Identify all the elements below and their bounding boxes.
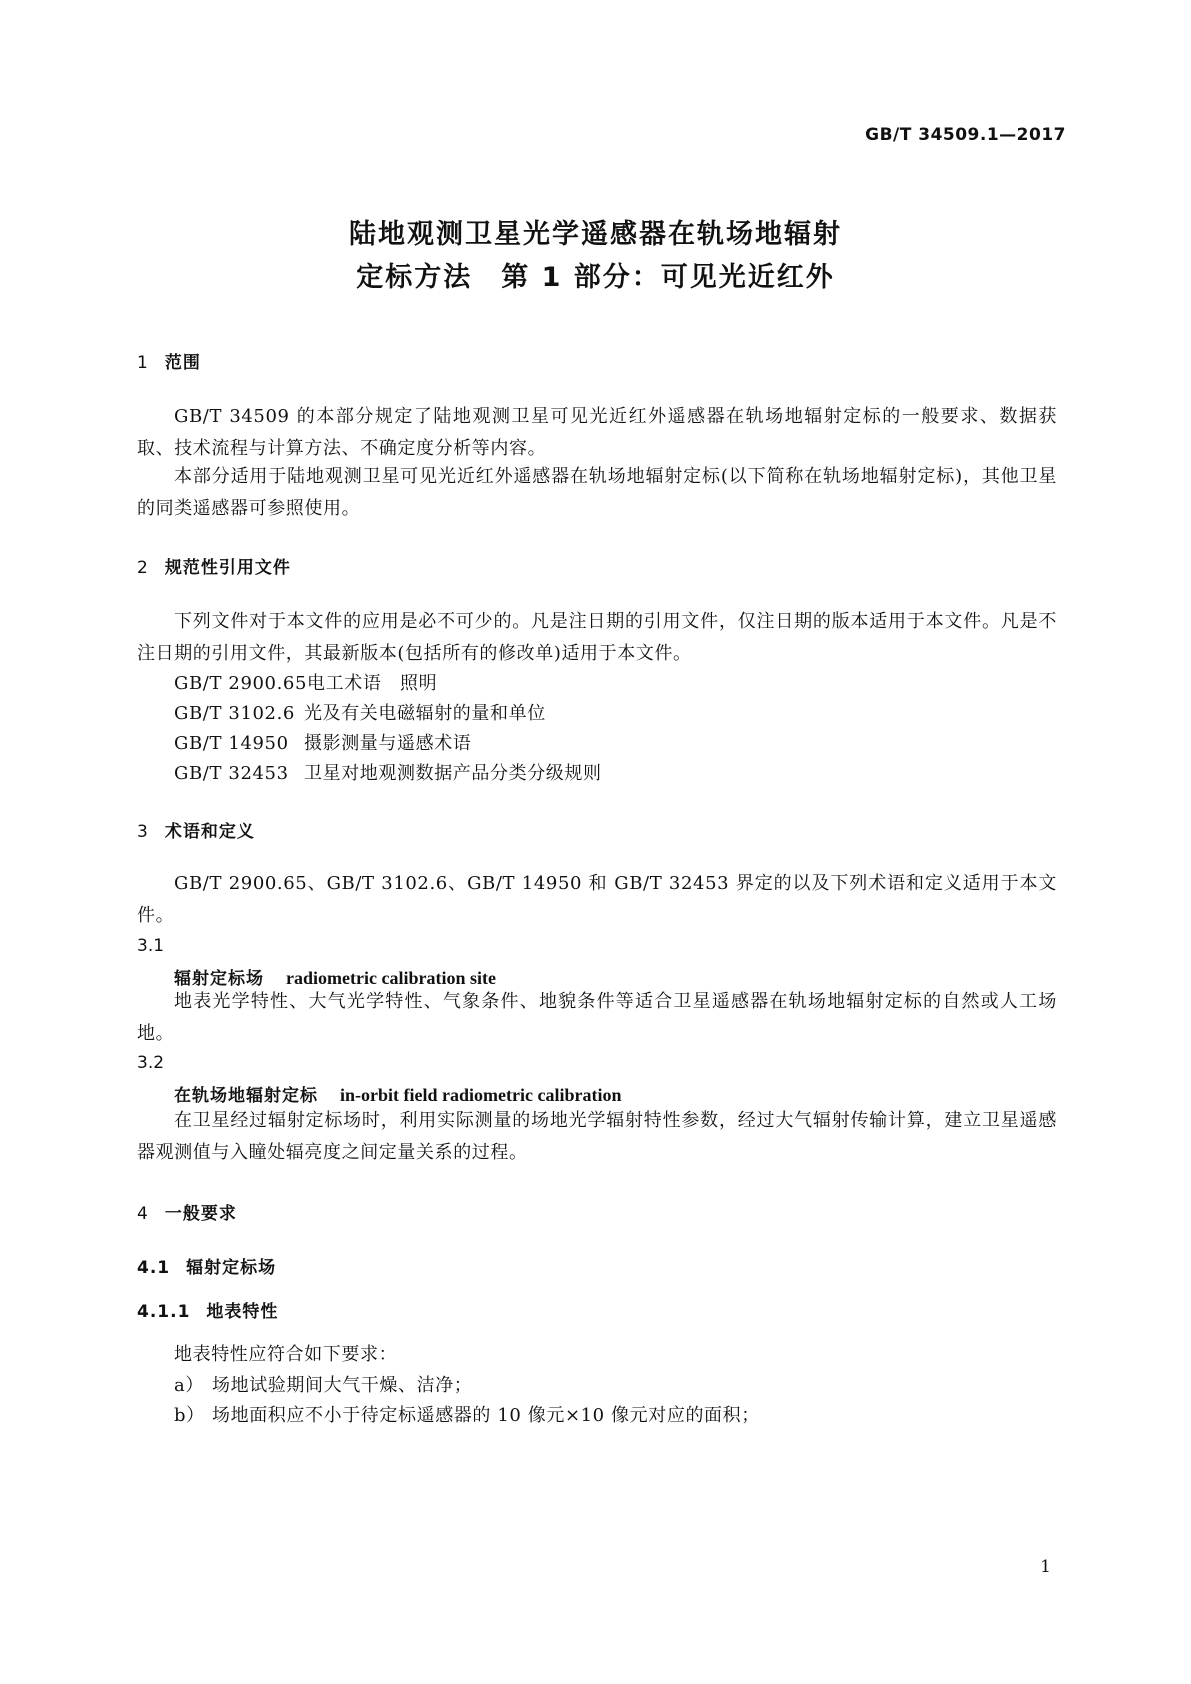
term-number: 3.1 [137, 936, 165, 956]
section-number: 2 [137, 558, 149, 578]
references-intro-paragraph: 下列文件对于本文件的应用是必不可少的。凡是注日期的引用文件，仅注日期的版本适用于本文件。凡是不注日期的引用文件，其最新版本(包括所有的修改单)适用于本文件。 [137, 611, 1057, 664]
list-text: 场地面积应不小于待定标遥感器的 10 像元×10 像元对应的面积； [212, 1405, 760, 1426]
section-1-heading [137, 348, 201, 373]
term-number: 3.2 [137, 1053, 165, 1073]
list-item [174, 1401, 760, 1427]
document-title-line-2: 定标方法 第 1 部分：可见光近红外 [356, 262, 835, 293]
section-title: 术语和定义 [164, 822, 255, 842]
term-heading [174, 1081, 621, 1106]
reference-code: GB/T 2900.65 [174, 673, 308, 694]
section-title: 辐射定标场 [186, 1258, 277, 1278]
section-title: 范围 [164, 353, 201, 373]
surface-requirements-intro: 地表特性应符合如下要求： [174, 1344, 398, 1365]
section-2-heading [137, 553, 291, 578]
page-number: 1 [1040, 1557, 1051, 1577]
term-english: radiometric calibration site [286, 968, 496, 988]
section-4-heading [137, 1199, 237, 1224]
list-item [174, 1371, 472, 1397]
reference-item [174, 699, 546, 725]
terms-intro-paragraph: GB/T 2900.65、GB/T 3102.6、GB/T 14950 和 GB/T 32453 界定的以及下列术语和定义适用于本文件。 [137, 873, 1057, 926]
reference-item [174, 759, 602, 785]
reference-item [174, 669, 437, 695]
reference-name: 光及有关电磁辐射的量和单位 [304, 703, 546, 724]
reference-code: GB/T 3102.6 [174, 703, 295, 724]
document-title-line-1: 陆地观测卫星光学遥感器在轨场地辐射 [349, 219, 842, 250]
term-definition: 地表光学特性、大气光学特性、气象条件、地貌条件等适合卫星遥感器在轨场地辐射定标的自然或人工场地。 [137, 991, 1057, 1044]
list-marker: b） [174, 1405, 205, 1426]
section-3-heading [137, 817, 255, 842]
section-number: 4.1 [137, 1258, 171, 1278]
reference-code: GB/T 32453 [174, 763, 289, 784]
reference-name: 电工术语 照明 [307, 673, 438, 694]
reference-code: GB/T 14950 [174, 733, 289, 754]
term-chinese: 在轨场地辐射定标 [174, 1086, 318, 1106]
reference-name: 卫星对地观测数据产品分类分级规则 [304, 763, 602, 784]
section-title: 一般要求 [164, 1204, 237, 1224]
section-4-1-1-heading [137, 1297, 278, 1322]
reference-name: 摄影测量与遥感术语 [304, 733, 472, 754]
section-title: 规范性引用文件 [164, 558, 291, 578]
list-marker: a） [174, 1375, 204, 1396]
reference-item [174, 729, 471, 755]
term-chinese: 辐射定标场 [174, 969, 264, 989]
scope-paragraph-2: 本部分适用于陆地观测卫星可见光近红外遥感器在轨场地辐射定标(以下简称在轨场地辐射定标)，其他卫星的同类遥感器可参照使用。 [137, 466, 1057, 519]
standard-number: GB/T 34509.1—2017 [865, 125, 1066, 145]
section-title: 地表特性 [206, 1302, 279, 1322]
section-number: 3 [137, 822, 149, 842]
section-number: 4 [137, 1204, 149, 1224]
term-definition: 在卫星经过辐射定标场时，利用实际测量的场地光学辐射特性参数，经过大气辐射传输计算，建立卫星遥感器观测值与入瞳处辐亮度之间定量关系的过程。 [137, 1110, 1057, 1163]
list-text: 场地试验期间大气干燥、洁净； [212, 1375, 473, 1396]
term-english: in-orbit field radiometric calibration [340, 1085, 622, 1105]
section-number: 4.1.1 [137, 1302, 191, 1322]
scope-paragraph-1: GB/T 34509 的本部分规定了陆地观测卫星可见光近红外遥感器在轨场地辐射定标的一般要求、数据获取、技术流程与计算方法、不确定度分析等内容。 [137, 406, 1057, 459]
section-4-1-heading [137, 1253, 276, 1278]
section-number: 1 [137, 353, 149, 373]
